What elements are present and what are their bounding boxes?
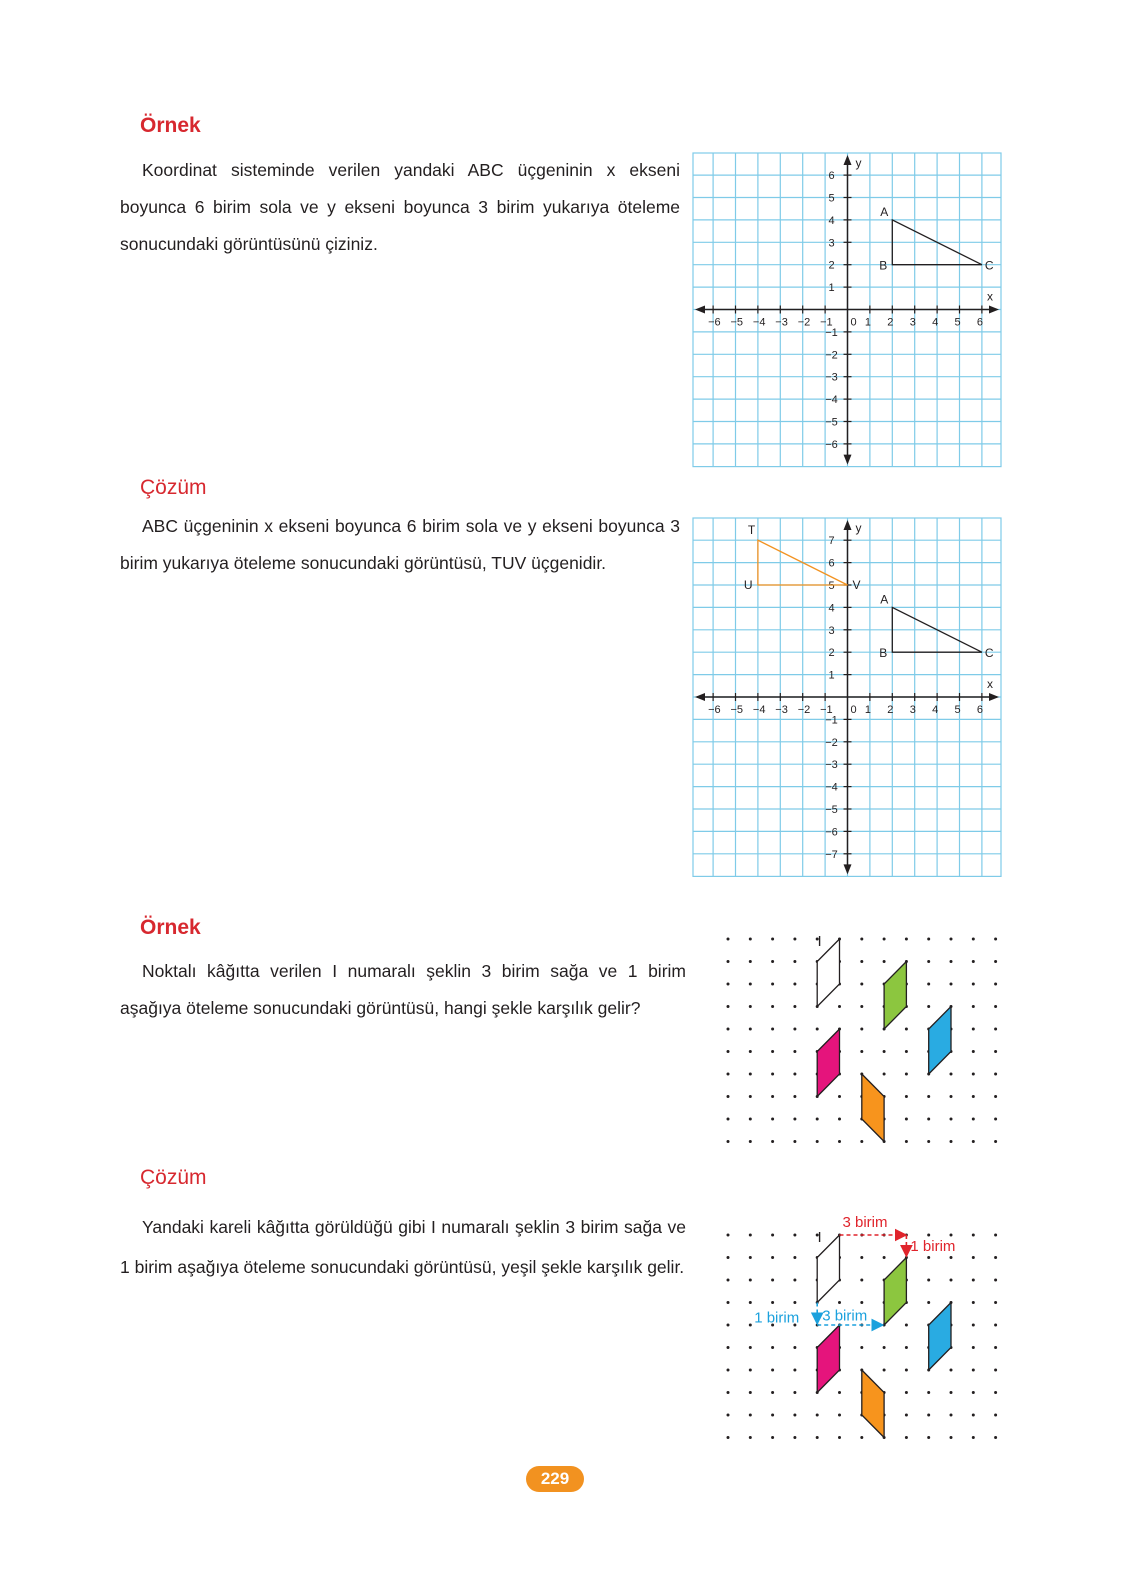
svg-text:6: 6	[828, 170, 835, 183]
svg-text:−5: −5	[730, 316, 744, 329]
solution1-heading: Çözüm	[140, 476, 207, 499]
svg-text:A: A	[880, 592, 889, 607]
svg-text:−1: −1	[820, 704, 833, 716]
example2-text: Noktalı kâğıtta verilen I numaralı şeklin 3 birim sağa ve 1 birim aşağıya öteleme sonucundaki görüntüsü, hangi şekle karşılık gelir?	[120, 961, 686, 1018]
dot-paper-figure-2	[715, 1205, 1010, 1450]
svg-text:3 birim: 3 birim	[822, 1307, 868, 1325]
svg-text:3 birim: 3 birim	[842, 1214, 888, 1231]
svg-text:A: A	[880, 204, 889, 219]
page-number-badge: 229	[526, 1466, 584, 1492]
svg-text:1: 1	[864, 316, 872, 329]
svg-text:B: B	[879, 258, 888, 273]
svg-text:1 birim: 1 birim	[910, 1238, 956, 1255]
svg-text:−1: −1	[825, 326, 838, 339]
svg-text:−5: −5	[825, 416, 838, 429]
shape-orange	[862, 1074, 884, 1142]
svg-text:3: 3	[909, 316, 916, 329]
svg-text:x: x	[987, 289, 993, 304]
svg-text:−5: −5	[825, 804, 838, 816]
svg-text:1: 1	[864, 704, 872, 716]
svg-text:6: 6	[828, 557, 835, 570]
svg-text:U: U	[743, 578, 753, 592]
svg-text:6: 6	[976, 316, 984, 329]
svg-text:−3: −3	[775, 704, 788, 716]
svg-text:I: I	[817, 933, 822, 950]
shape-green	[884, 1258, 906, 1326]
svg-text:7: 7	[828, 535, 835, 548]
svg-text:−6: −6	[825, 826, 838, 839]
svg-text:4: 4	[932, 316, 939, 329]
coordinate-chart-2	[690, 514, 1006, 882]
shape-blue	[929, 1007, 951, 1075]
svg-text:0: 0	[850, 316, 857, 329]
example1-text: Koordinat sisteminde verilen yandaki ABC üçgeninin x ekseni boyunca 6 birim sola ve y ekseni boyunca 3 birim yukarıya öteleme sonucundaki görüntüsünü çiziniz.	[120, 160, 680, 254]
svg-text:y: y	[855, 156, 862, 170]
svg-text:3: 3	[828, 237, 835, 250]
svg-text:x: x	[987, 677, 993, 691]
svg-text:−2: −2	[825, 736, 838, 749]
svg-text:2: 2	[828, 259, 835, 272]
svg-text:T: T	[747, 523, 756, 538]
shape-orange	[862, 1370, 884, 1438]
svg-text:1: 1	[828, 282, 835, 295]
shape-magenta	[817, 1029, 839, 1097]
svg-text:2: 2	[887, 316, 894, 329]
shape-blue	[929, 1303, 951, 1371]
svg-text:−2: −2	[797, 316, 811, 329]
svg-text:B: B	[879, 646, 888, 661]
svg-text:1: 1	[828, 669, 835, 682]
example1-heading: Örnek	[140, 114, 201, 137]
svg-text:1 birim: 1 birim	[754, 1309, 800, 1327]
svg-text:C: C	[984, 258, 994, 273]
svg-text:−6: −6	[708, 316, 721, 329]
svg-text:−4: −4	[752, 704, 766, 716]
solution1-text: ABC üçgeninin x ekseni boyunca 6 birim sola ve y ekseni boyunca 3 birim yukarıya öteleme sonucundaki görüntüsü, TUV üçgenidir.	[120, 516, 680, 573]
solution2-text: Yandaki kareli kâğıtta görüldüğü gibi I numaralı şeklin 3 birim sağa ve 1 birim aşağıya öteleme sonucundaki görüntüsü, yeşil şekle karşılık gelir.	[120, 1217, 686, 1277]
svg-text:−4: −4	[752, 316, 766, 329]
svg-text:2: 2	[887, 704, 894, 716]
svg-text:−1: −1	[825, 714, 838, 727]
svg-text:6: 6	[976, 704, 984, 716]
svg-text:4: 4	[828, 602, 835, 615]
coordinate-chart-1	[690, 150, 1006, 472]
svg-text:−7: −7	[825, 848, 838, 861]
svg-text:−6: −6	[708, 704, 721, 716]
svg-text:−3: −3	[825, 371, 838, 384]
svg-text:−3: −3	[825, 759, 838, 772]
svg-text:−6: −6	[825, 438, 838, 451]
svg-text:5: 5	[828, 580, 835, 592]
svg-text:4: 4	[932, 704, 939, 716]
svg-text:5: 5	[828, 192, 835, 205]
solution2-heading: Çözüm	[140, 1166, 207, 1189]
svg-text:3: 3	[828, 624, 835, 637]
svg-text:5: 5	[954, 316, 961, 329]
svg-text:5: 5	[954, 704, 961, 716]
svg-text:3: 3	[909, 704, 916, 716]
svg-text:C: C	[984, 646, 994, 661]
svg-text:y: y	[855, 521, 862, 535]
svg-text:V: V	[852, 578, 861, 592]
svg-text:I: I	[817, 1229, 822, 1246]
svg-text:−2: −2	[825, 349, 838, 362]
svg-text:−2: −2	[797, 704, 811, 716]
shape-green	[884, 962, 906, 1030]
svg-text:−4: −4	[825, 394, 838, 407]
dot-paper-figure-1	[715, 925, 1010, 1155]
svg-text:2: 2	[828, 647, 835, 660]
svg-text:−3: −3	[775, 316, 788, 329]
svg-text:4: 4	[828, 214, 835, 227]
svg-text:−4: −4	[825, 781, 838, 794]
svg-text:0: 0	[850, 704, 857, 716]
shape-magenta	[817, 1325, 839, 1393]
svg-text:−1: −1	[820, 316, 833, 329]
svg-text:−5: −5	[730, 704, 744, 716]
example2-heading: Örnek	[140, 916, 201, 939]
